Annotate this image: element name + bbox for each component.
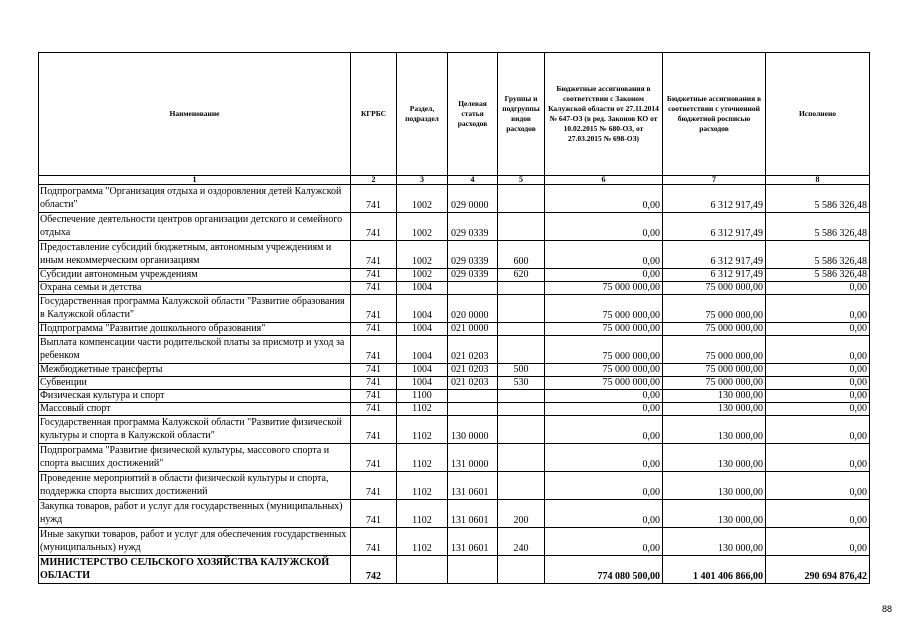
row-target: 021 0000: [448, 323, 498, 336]
row-section: 1002: [397, 269, 448, 282]
row-kgrbs: 741: [351, 364, 397, 377]
col-number: 5: [498, 176, 545, 185]
row-executed-amount: 0,00: [766, 528, 870, 556]
row-executed-amount: 0,00: [766, 444, 870, 472]
row-kgrbs: 741: [351, 323, 397, 336]
row-law-amount: 75 000 000,00: [545, 336, 663, 364]
row-refined-amount: 130 000,00: [663, 444, 766, 472]
row-name: Межбюджетные трансферты: [39, 364, 351, 377]
row-kgrbs: 741: [351, 295, 397, 323]
table-row: [39, 528, 870, 556]
row-group: [498, 295, 545, 323]
page-number: 88: [882, 604, 893, 614]
row-refined-amount: 130 000,00: [663, 500, 766, 528]
col-number: 8: [766, 176, 870, 185]
row-refined-amount: 75 000 000,00: [663, 336, 766, 364]
row-law-amount: 774 080 500,00: [545, 556, 663, 584]
row-law-amount: 0,00: [545, 500, 663, 528]
row-section: 1004: [397, 282, 448, 295]
row-executed-amount: 0,00: [766, 364, 870, 377]
row-target: 029 0339: [448, 241, 498, 269]
row-executed-amount: 290 694 876,42: [766, 556, 870, 584]
row-section: 1102: [397, 500, 448, 528]
row-executed-amount: 5 586 326,48: [766, 185, 870, 213]
row-section: 1004: [397, 295, 448, 323]
row-group: [498, 213, 545, 241]
row-name: Государственная программа Калужской области "Развитие образования в Калужской области": [39, 295, 351, 323]
row-group: [498, 444, 545, 472]
row-name: МИНИСТЕРСТВО СЕЛЬСКОГО ХОЗЯЙСТВА КАЛУЖСКОЙ ОБЛАСТИ: [39, 556, 351, 584]
row-group: [498, 403, 545, 416]
row-target: 021 0203: [448, 377, 498, 390]
row-name: Государственная программа Калужской области "Развитие физической культуры и спорта в Калужской области": [39, 416, 351, 444]
table-row: [39, 472, 870, 500]
header-refined: Бюджетные ассигнования в соответствии с уточненной бюджетной росписью расходов: [663, 53, 766, 176]
row-name: Подпрограмма "Организация отдыха и оздоровления детей Калужской области": [39, 185, 351, 213]
row-executed-amount: 0,00: [766, 472, 870, 500]
row-group: [498, 556, 545, 584]
row-name: Обеспечение деятельности центров организации детского и семейного отдыха: [39, 213, 351, 241]
row-kgrbs: 741: [351, 241, 397, 269]
row-refined-amount: 75 000 000,00: [663, 377, 766, 390]
table-row: [39, 295, 870, 323]
table-row: [39, 556, 870, 584]
row-group: 530: [498, 377, 545, 390]
row-section: 1102: [397, 416, 448, 444]
row-law-amount: 75 000 000,00: [545, 323, 663, 336]
header-name: Наименование: [39, 53, 351, 176]
table-row: [39, 241, 870, 269]
row-refined-amount: 75 000 000,00: [663, 364, 766, 377]
row-section: 1100: [397, 390, 448, 403]
row-target: 131 0601: [448, 472, 498, 500]
col-number: 1: [39, 176, 351, 185]
row-executed-amount: 0,00: [766, 403, 870, 416]
row-target: 131 0601: [448, 528, 498, 556]
row-target: 131 0000: [448, 444, 498, 472]
row-refined-amount: 1 401 406 866,00: [663, 556, 766, 584]
row-target: 130 0000: [448, 416, 498, 444]
row-section: 1004: [397, 364, 448, 377]
row-refined-amount: 6 312 917,49: [663, 185, 766, 213]
row-executed-amount: 0,00: [766, 282, 870, 295]
row-group: [498, 282, 545, 295]
row-name: Закупка товаров, работ и услуг для государственных (муниципальных) нужд: [39, 500, 351, 528]
row-name: Субсидии автономным учреждениям: [39, 269, 351, 282]
row-section: 1102: [397, 444, 448, 472]
row-name: Подпрограмма "Развитие дошкольного образования": [39, 323, 351, 336]
table-row: [39, 323, 870, 336]
row-law-amount: 75 000 000,00: [545, 282, 663, 295]
row-section: 1004: [397, 336, 448, 364]
row-executed-amount: 5 586 326,48: [766, 213, 870, 241]
row-executed-amount: 0,00: [766, 416, 870, 444]
row-name: Проведение мероприятий в области физической культуры и спорта, поддержка спорта высших достижений: [39, 472, 351, 500]
header-law: Бюджетные ассигнования в соответствии с Законом Калужской области от 27.11.2014 № 647-ОЗ (в ред. Законов КО от 10.02.2015 № 680-ОЗ, от 27.03.2015 № 698-ОЗ): [545, 53, 663, 176]
row-section: 1102: [397, 528, 448, 556]
row-section: [397, 556, 448, 584]
row-refined-amount: 130 000,00: [663, 403, 766, 416]
row-law-amount: 0,00: [545, 269, 663, 282]
row-law-amount: 0,00: [545, 241, 663, 269]
row-section: 1102: [397, 472, 448, 500]
row-executed-amount: 0,00: [766, 377, 870, 390]
row-refined-amount: 6 312 917,49: [663, 213, 766, 241]
row-refined-amount: 6 312 917,49: [663, 269, 766, 282]
table-row: [39, 364, 870, 377]
row-kgrbs: 741: [351, 185, 397, 213]
row-group: [498, 390, 545, 403]
row-law-amount: 75 000 000,00: [545, 377, 663, 390]
row-executed-amount: 0,00: [766, 323, 870, 336]
header-kgrbs: КГРБС: [351, 53, 397, 176]
row-refined-amount: 130 000,00: [663, 528, 766, 556]
row-kgrbs: 741: [351, 213, 397, 241]
col-number: 3: [397, 176, 448, 185]
row-executed-amount: 5 586 326,48: [766, 241, 870, 269]
row-name: Выплата компенсации части родительской платы за присмотр и уход за ребенком: [39, 336, 351, 364]
row-section: 1004: [397, 323, 448, 336]
row-kgrbs: 741: [351, 377, 397, 390]
row-executed-amount: 0,00: [766, 295, 870, 323]
row-name: Предоставление субсидий бюджетным, автономным учреждениям и иным некоммерческим организациям: [39, 241, 351, 269]
row-group: [498, 336, 545, 364]
row-group: 620: [498, 269, 545, 282]
row-kgrbs: 741: [351, 403, 397, 416]
header-groups: Группы и подгруппы видов расходов: [498, 53, 545, 176]
row-kgrbs: 741: [351, 416, 397, 444]
row-executed-amount: 0,00: [766, 500, 870, 528]
row-kgrbs: 741: [351, 282, 397, 295]
row-law-amount: 0,00: [545, 528, 663, 556]
budget-table: [38, 52, 870, 584]
row-name: Физическая культура и спорт: [39, 390, 351, 403]
row-target: 029 0000: [448, 185, 498, 213]
row-target: 029 0339: [448, 213, 498, 241]
row-target: 131 0601: [448, 500, 498, 528]
row-kgrbs: 741: [351, 444, 397, 472]
row-group: 240: [498, 528, 545, 556]
row-refined-amount: 75 000 000,00: [663, 323, 766, 336]
row-name: Подпрограмма "Развитие физической культуры, массового спорта и спорта высших достижений": [39, 444, 351, 472]
row-target: 020 0000: [448, 295, 498, 323]
table-row: [39, 444, 870, 472]
row-executed-amount: 5 586 326,48: [766, 269, 870, 282]
row-refined-amount: 130 000,00: [663, 416, 766, 444]
row-executed-amount: 0,00: [766, 336, 870, 364]
row-law-amount: 75 000 000,00: [545, 295, 663, 323]
row-refined-amount: 75 000 000,00: [663, 295, 766, 323]
row-name: Массовый спорт: [39, 403, 351, 416]
row-executed-amount: 0,00: [766, 390, 870, 403]
row-group: 600: [498, 241, 545, 269]
table-row: [39, 185, 870, 213]
row-target: [448, 282, 498, 295]
row-kgrbs: 741: [351, 390, 397, 403]
row-section: 1102: [397, 403, 448, 416]
row-target: 029 0339: [448, 269, 498, 282]
row-law-amount: 0,00: [545, 403, 663, 416]
row-kgrbs: 742: [351, 556, 397, 584]
header-section: Раздел, подраздел: [397, 53, 448, 176]
header-executed: Исполнено: [766, 53, 870, 176]
column-number-row: [39, 176, 870, 185]
table-row: [39, 403, 870, 416]
row-name: Иные закупки товаров, работ и услуг для обеспечения государственных (муниципальных) нужд: [39, 528, 351, 556]
row-law-amount: 75 000 000,00: [545, 364, 663, 377]
row-kgrbs: 741: [351, 472, 397, 500]
row-group: [498, 185, 545, 213]
row-target: 021 0203: [448, 336, 498, 364]
table-row: [39, 213, 870, 241]
table-row: [39, 390, 870, 403]
row-law-amount: 0,00: [545, 444, 663, 472]
table-row: [39, 269, 870, 282]
row-group: [498, 416, 545, 444]
row-law-amount: 0,00: [545, 213, 663, 241]
col-number: 2: [351, 176, 397, 185]
row-kgrbs: 741: [351, 269, 397, 282]
header-target: Целевая статья расходов: [448, 53, 498, 176]
col-number: 7: [663, 176, 766, 185]
row-kgrbs: 741: [351, 500, 397, 528]
row-section: 1002: [397, 241, 448, 269]
row-target: 021 0203: [448, 364, 498, 377]
col-number: 4: [448, 176, 498, 185]
row-refined-amount: 6 312 917,49: [663, 241, 766, 269]
header-row: [39, 53, 870, 176]
table-row: [39, 282, 870, 295]
row-law-amount: 0,00: [545, 416, 663, 444]
row-group: 200: [498, 500, 545, 528]
row-law-amount: 0,00: [545, 390, 663, 403]
row-group: [498, 323, 545, 336]
row-refined-amount: 130 000,00: [663, 390, 766, 403]
table-row: [39, 377, 870, 390]
row-law-amount: 0,00: [545, 185, 663, 213]
row-group: [498, 472, 545, 500]
row-group: 500: [498, 364, 545, 377]
table-row: [39, 416, 870, 444]
col-number: 6: [545, 176, 663, 185]
row-section: 1004: [397, 377, 448, 390]
row-refined-amount: 75 000 000,00: [663, 282, 766, 295]
row-name: Охрана семьи и детства: [39, 282, 351, 295]
row-refined-amount: 130 000,00: [663, 472, 766, 500]
row-kgrbs: 741: [351, 336, 397, 364]
row-kgrbs: 741: [351, 528, 397, 556]
row-law-amount: 0,00: [545, 472, 663, 500]
row-target: [448, 390, 498, 403]
row-section: 1002: [397, 185, 448, 213]
row-target: [448, 556, 498, 584]
row-target: [448, 403, 498, 416]
row-section: 1002: [397, 213, 448, 241]
table-row: [39, 336, 870, 364]
row-name: Субвенции: [39, 377, 351, 390]
table-row: [39, 500, 870, 528]
